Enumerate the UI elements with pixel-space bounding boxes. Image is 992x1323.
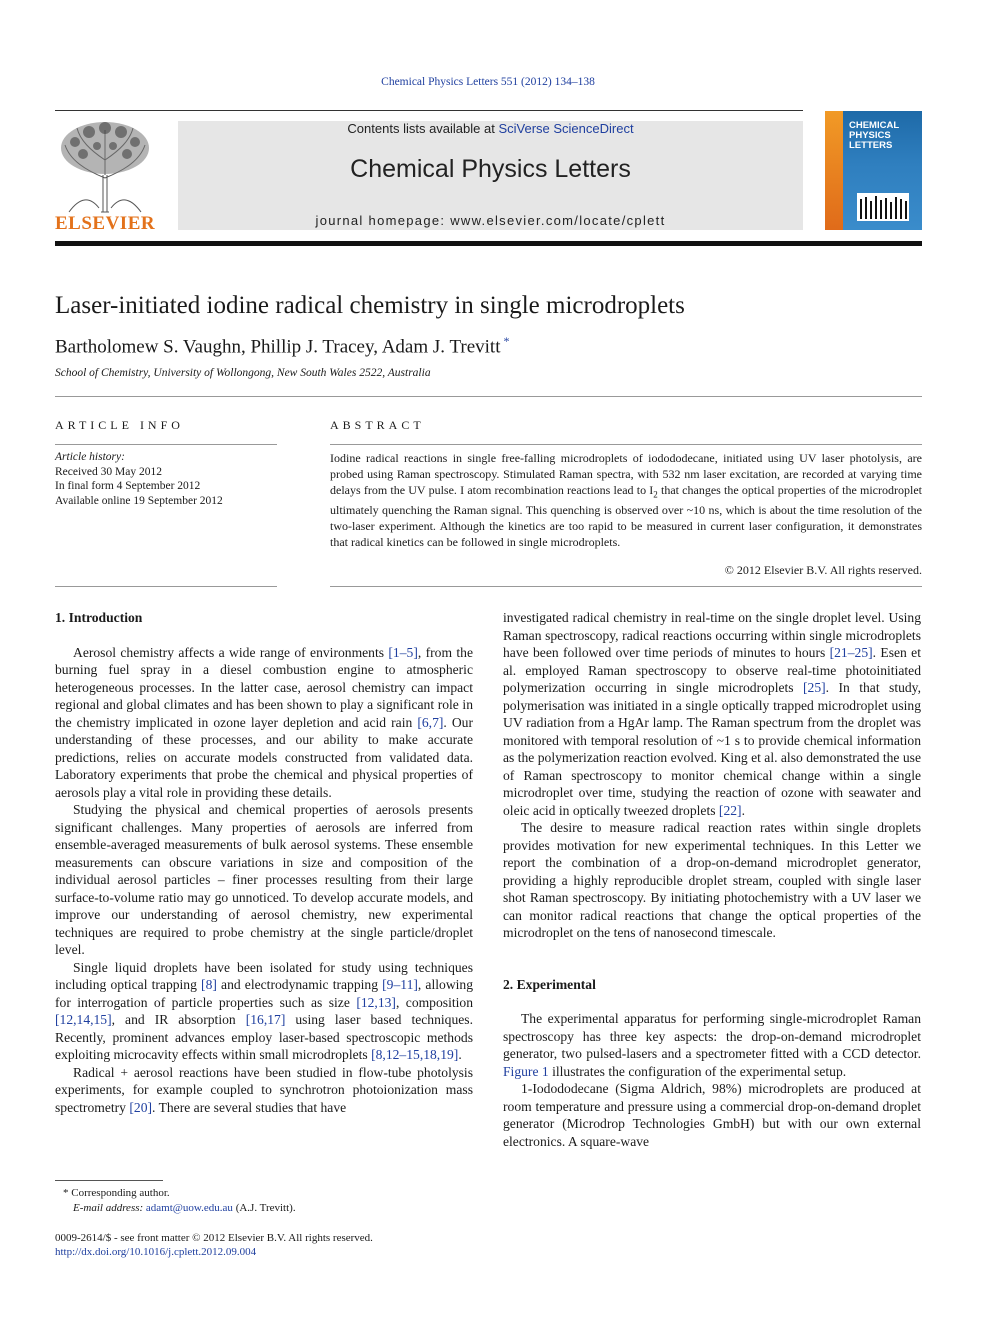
text: . Our understanding of these processes, and our ability to make accurate predictions, relies on accurate models constructed from validated data. Laboratory experiments that probe the chemical and physical properties of aerosols play a vital role in providing these details. (55, 714, 473, 800)
masthead-top-rule (55, 110, 803, 111)
text: Single liquid droplets have been isolated for study using techniques including optical trapping (55, 959, 473, 992)
online-date: Available online 19 September 2012 (55, 494, 223, 507)
journal-homepage[interactable]: journal homepage: www.elsevier.com/locate/cplett (315, 213, 666, 228)
email-link[interactable]: adamt@uow.edu.au (145, 1202, 233, 1214)
contents-prefix: Contents lists available at (347, 121, 499, 136)
section-heading-experimental: 2. Experimental (503, 976, 596, 992)
footnote-mark: * (63, 1187, 69, 1199)
text: The experimental apparatus for performing single-microdroplet Raman spectroscopy has three key aspects: the drop-on-demand microdroplet generator, two pulsed-lasers and a spectrometer fitted with a CCD detector. (503, 1011, 921, 1061)
email-label: E-mail address: (73, 1202, 146, 1214)
left-column (55, 609, 473, 1116)
reference-link[interactable]: [21–25] (829, 645, 873, 660)
text: , and IR absorption (111, 1012, 246, 1027)
abstract-body (330, 450, 922, 550)
elsevier-wordmark: ELSEVIER (55, 213, 156, 234)
reference-link[interactable]: [1–5] (388, 644, 418, 660)
article-info-top-rule (55, 444, 277, 445)
text: . Esen et al. employed Raman spectroscopy to observe real-time photoinitiated polymerization occurring in single microdroplets (503, 645, 921, 695)
paragraph: Studying the physical and chemical properties of aerosols presents significant challenges. Many properties of aerosols are inferred from ensemble-averaged measurements of bulk aerosol systems. These ensemble measurements can obscure variations in size and composition of the individual aerosol particles – finer processes resulting from their large surface-to-volume ratio may go unnoticed. To develop accurate models, and improve our understanding of aerosol chemistry, new experimental techniques are required to probe chemistry at the single particle/droplet level. (55, 802, 473, 957)
text: . In that study, polymerisation was initiated in a single optically trapped microdroplet using UV radiation from a HgAr lamp. The Raman spectrum from the droplet was monitored with temporal resolution of ~1 s to provide chemical information as the polymerization reaction evolved. King et al. also demonstrated the use of Raman spectroscopy to monitor chemical change within a single microdroplet over time, studying the reaction of ozone with seawater and oleic acid in optically tweezed droplets (503, 680, 921, 818)
paragraph: 1-Iodododecane (Sigma Aldrich, 98%) microdroplets are produced at room temperature and pressure using a commercial drop-on-demand droplet generator (Microdrop Technologies GmbH) but with our own external electronics. A square-wave (503, 1081, 921, 1149)
affiliation: School of Chemistry, University of Wollongong, New South Wales 2522, Australia (55, 367, 431, 379)
abstract-text-part: that changes the optical properties of the microdroplet ultimately quenching the Raman signal. This quenching is observed over ~10 ns, which is about the time resolution of the two-laser experiment. Although the kinetics are too rapid to be measured in current laser configuration, it demonstrates that radical kinetics can be followed in single microdroplets. (330, 483, 922, 550)
text: Aerosol chemistry affects a wide range of environments (73, 644, 389, 660)
reference-link[interactable]: [12,14,15] (55, 1012, 112, 1027)
footnote-text: Corresponding author. (68, 1187, 170, 1199)
received-date: Received 30 May 2012 (55, 465, 162, 478)
text: , composition (395, 994, 473, 1010)
paragraph (55, 1064, 473, 1117)
text: , from the burning fuel spray in a diesel combustion engine to atmospheric heterogeneous processes. In the latter case, aerosol chemistry can impact regional and global climates and has been shown to play a significant role in the chemistry implicated in ozone layer depletion and acid rain (55, 644, 473, 730)
corresponding-author-mark[interactable]: * (503, 334, 510, 348)
journal-citation[interactable]: Chemical Physics Letters 551 (2012) 134–138 (381, 76, 595, 88)
cover-title (849, 121, 899, 151)
journal-cover-image[interactable] (825, 111, 922, 230)
cover-title-line: PHYSICS (849, 130, 891, 141)
abstract-bottom-rule (330, 586, 922, 587)
issn-line: 0009-2614/$ - see front matter © 2012 Elsevier B.V. All rights reserved. (55, 1232, 373, 1244)
sciencedirect-link[interactable]: SciVerse ScienceDirect (498, 121, 634, 136)
paper-title: Laser-initiated iodine radical chemistry in single microdroplets (55, 292, 685, 319)
doi-link[interactable]: http://dx.doi.org/10.1016/j.cplett.2012.09.004 (55, 1246, 257, 1258)
reference-link[interactable]: [8,12–15,18,19] (371, 1047, 459, 1062)
footnote (55, 1186, 296, 1216)
email-note (55, 1201, 296, 1216)
figure-link[interactable]: Figure 1 (503, 1063, 549, 1079)
reference-link[interactable]: [25] (803, 680, 826, 695)
title-divider (55, 396, 922, 397)
abstract-copyright: © 2012 Elsevier B.V. All rights reserved. (724, 563, 922, 577)
email-name: (A.J. Trevitt). (232, 1202, 296, 1214)
text: , allowing for interrogation of particle properties such as size (55, 977, 474, 1010)
cover-spectrum-graphic (857, 193, 909, 221)
masthead-bottom-rule (55, 241, 922, 246)
abstract-text-part: Iodine radical reactions in single free-falling microdroplets of iodododecane, initiated using UV laser photolysis, are probed using Raman spectroscopy. Stimulated Raman spectra, with 532 nm laser excitation, are recorded at varying time delays from the UV pulse. I atom recombination reactions lead to I (330, 451, 922, 497)
elsevier-logo[interactable] (55, 120, 155, 235)
text: and electrodynamic trapping (216, 977, 383, 992)
abstract-heading: ABSTRACT (330, 418, 425, 432)
paragraph (55, 644, 473, 802)
footnote-rule (55, 1180, 163, 1181)
article-history (55, 450, 223, 508)
text: . (458, 1047, 462, 1062)
contents-line (178, 121, 803, 136)
cover-title-line: CHEMICAL (849, 120, 900, 131)
text: . There are several studies that have (152, 1099, 347, 1115)
final-form-date: In final form 4 September 2012 (55, 480, 201, 492)
text: investigated radical chemistry in real-time on the single droplet level. Using Raman spectroscopy, radical reactions occurring within single microdroplets have been followed over time periods of minutes to hours (503, 610, 921, 660)
reference-link[interactable]: [22] (718, 802, 742, 818)
reference-link[interactable]: [6,7] (417, 714, 444, 730)
reference-link[interactable]: [16,17] (245, 1012, 286, 1027)
reference-link[interactable]: [20] (129, 1099, 153, 1115)
cover-title-line: LETTERS (849, 140, 893, 151)
article-info-bottom-rule (55, 586, 277, 587)
text: Radical + aerosol reactions have been studied in flow-tube photolysis experiments, for example coupled to synchrotron photoionization mass spectrometry (55, 1064, 473, 1115)
paragraph (55, 959, 473, 1064)
authors-text: Bartholomew S. Vaughn, Phillip J. Tracey, Adam J. Trevitt (55, 336, 501, 358)
reference-link[interactable]: [12,13] (356, 994, 396, 1010)
text: illustrates the configuration of the experimental setup. (548, 1063, 847, 1079)
reference-link[interactable]: [9–11] (382, 977, 418, 992)
journal-title: Chemical Physics Letters (350, 155, 631, 183)
text: using laser based techniques. Recently, prominent advances employ laser-based spectroscopic methods exploiting microcavity effects within small microdroplets (55, 1012, 473, 1062)
author-list (55, 334, 509, 358)
history-label: Article history: (55, 451, 125, 463)
abstract-top-rule (330, 444, 922, 445)
paragraph (503, 609, 921, 819)
paragraph: The desire to measure radical reaction rates within single droplets provides motivation for new experimental techniques. In this Letter we report the combination of a drop-on-demand microdroplet generator, providing a highly reproducible droplet stream, coupled with single laser shot Raman spectroscopy. By initiating photochemistry with a UV laser we can monitor radical reactions that change the optical properties of the microdroplet on the tens of nanosecond timescale. (503, 820, 921, 940)
elsevier-tree-icon (55, 120, 155, 215)
reference-link[interactable]: [8] (201, 977, 217, 992)
abstract-subscript: 2 (653, 489, 658, 500)
page-footer (55, 1231, 373, 1259)
article-info-heading: ARTICLE INFO (55, 418, 184, 432)
paragraph (503, 1010, 921, 1080)
right-column (503, 609, 921, 1150)
corresponding-author-note (55, 1186, 296, 1201)
cover-orange-strip (825, 111, 843, 230)
section-heading-introduction: 1. Introduction (55, 610, 143, 625)
text: . (741, 802, 745, 818)
